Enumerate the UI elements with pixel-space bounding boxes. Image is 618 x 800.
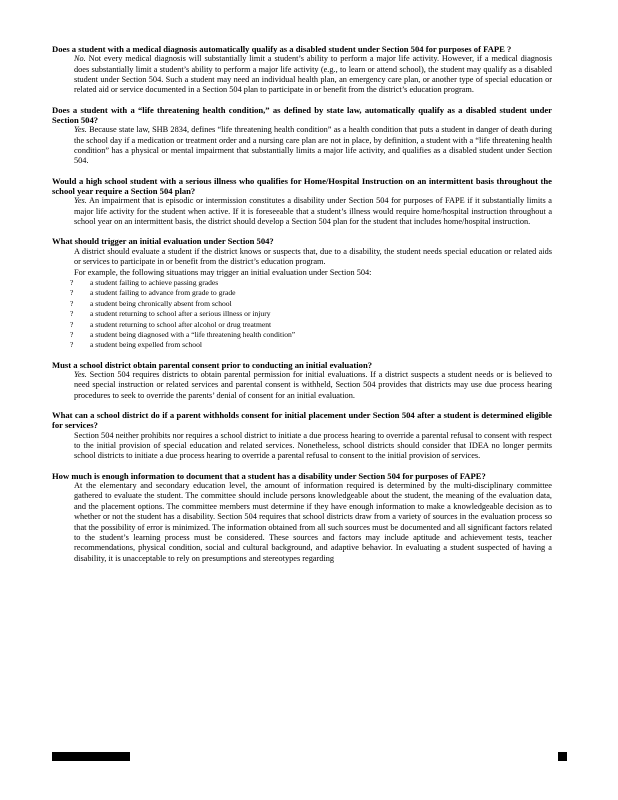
list-item: ? a student being expelled from school xyxy=(70,340,202,350)
question-heading: Does a student with a medical diagnosis automatically qualify as a disabled student under Section 504 for purposes of FAPE ? xyxy=(52,44,512,54)
qa-section xyxy=(52,236,552,350)
answer-text: A district should evaluate a student if the district knows or suspects that, due to a disability, the student needs special education or related aids or services to participate in or benefit from the district’s education program. xyxy=(74,246,552,267)
answer-paragraph xyxy=(52,268,552,278)
bullet-marker: ? xyxy=(70,319,74,329)
answer-text: Because state law, SHB 2834, defines “life threatening health condition” as a health condition that puts a student in danger of death during the school day if a medication or treatment order and a nursing care plan are not in place, by definition, a student with a “life threatening health condition” has a physical or mental impairment that substantially limits a major life activity, and qualifies as a disabled student under Section 504. xyxy=(74,125,552,166)
question-heading: Would a high school student with a serious illness who qualifies for Home/Hospital Instruction on an intermittent basis throughout the school year require a Section 504 plan? xyxy=(52,175,552,197)
qa-section xyxy=(52,176,552,228)
answer-paragraph xyxy=(52,481,552,564)
qa-section xyxy=(52,105,552,167)
list-item: ? a student being diagnosed with a “life threatening health condition” xyxy=(70,329,296,339)
answer-text: Not every medical diagnosis will substantially limit a student’s ability to perform a major life activity. However, if a medical diagnosis does substantially limit a student’s ability to perform a major life activity (e.g., to learn or attend school), the student may qualify as a disabled student under Section 504. Such a student may need an individual health plan, an emergency care plan, or another type of special education or related aid or service documented in a Section 504 plan to participate in or benefit from the district’s education program. xyxy=(74,54,552,95)
question-heading: How much is enough information to document that a student has a disability under Section 504 for purposes of FAPE? xyxy=(52,470,486,481)
question-heading: What should trigger an initial evaluation under Section 504? xyxy=(52,236,274,247)
bullet-marker: ? xyxy=(70,309,74,319)
answer-paragraph xyxy=(52,125,552,167)
answer-paragraph xyxy=(52,196,552,227)
answer-text: At the elementary and secondary education level, the amount of information required is determined by the multi-disciplinary committee gathered to evaluate the student. The committee should include persons knowledgeable about the student, the meaning of the evaluation data, and the placement options. The committee members must determine if they have enough information to make a knowledgeable decision as to whether or not the student has a disability. Section 504 requires that school districts draw from a variety of sources in the evaluation process so that the possibility of error is minimized. The information obtained from all such sources must be documented and all significant factors related to the student’s learning process must be considered. These sources and factors may include aptitude and achievement tests, teacher recommendations, physical condition, social and cultural background, and adaptive behavior. In evaluating a student suspected of having a disability, it is unacceptable to rely on presumptions and stereotypes regarding xyxy=(74,481,552,563)
answer-paragraph xyxy=(52,247,552,268)
answer-lead: Yes. xyxy=(74,125,87,135)
answer-text: For example, the following situations may trigger an initial evaluation under Section 504: xyxy=(74,267,372,277)
list-item: ? a student failing to achieve passing grades xyxy=(70,277,219,287)
answer-lead: No. xyxy=(74,54,86,64)
answer-text: Section 504 requires districts to obtain parental permission for initial evaluations. If a district suspects a student needs or is believed to need special instruction or related services and parental consent is withheld, Section 504 provides that districts may use due process hearing procedures to seek to override the parents’ denial of consent for an initial evaluation. xyxy=(74,369,552,400)
answer-text: An impairment that is episodic or intermission constitutes a disability under Section 504 for purposes of FAPE if it substantially limits a major life activity for the student when active. If it is foreseeable that a student’s illness would require home/hospital instruction throughout a school year on an intermittent basis, the district should develop a Section 504 plan for the student that includes home/hospital instruction. xyxy=(74,196,552,227)
bullet-list xyxy=(52,278,552,351)
question-heading: Must a school district obtain parental consent prior to conducting an initial evaluation? xyxy=(52,359,373,370)
footer-square xyxy=(558,752,567,761)
qa-section xyxy=(52,44,552,96)
list-item: ? a student failing to advance from grade to grade xyxy=(70,288,236,298)
answer-lead: Yes. xyxy=(74,196,87,206)
qa-section xyxy=(52,410,552,462)
qa-section xyxy=(52,471,552,564)
answer-text: Section 504 neither prohibits nor requires a school district to initiate a due process hearing to override a parental refusal to consent with respect to the initial provision of special education and related services. Nonetheless, school districts should consider that IDEA no longer permits school districts to initiate a due process hearing to override a parental refusal to consent to the initial provision of services. xyxy=(74,430,552,461)
answer-lead: Yes. xyxy=(74,369,87,379)
list-item: ? a student being chronically absent from school xyxy=(70,298,232,308)
list-item: ? a student returning to school after alcohol or drug treatment xyxy=(70,319,272,329)
answer-paragraph xyxy=(52,370,552,401)
bullet-marker: ? xyxy=(70,288,74,298)
list-item: ? a student returning to school after a serious illness or injury xyxy=(70,309,271,319)
question-heading: What can a school district do if a parent withholds consent for initial placement under Section 504 after a student is determined eligible for services? xyxy=(52,410,552,431)
qa-section xyxy=(52,360,552,401)
answer-paragraph xyxy=(52,431,552,462)
bullet-marker: ? xyxy=(70,329,74,339)
answer-paragraph xyxy=(52,54,552,96)
bullet-marker: ? xyxy=(70,340,74,350)
document-page xyxy=(52,44,552,573)
question-heading: Does a student with a “life threatening health condition,” as defined by state law, automatically qualify as a disabled student under Section 504? xyxy=(52,104,552,126)
footer-bar xyxy=(52,752,130,761)
bullet-marker: ? xyxy=(70,298,74,308)
bullet-marker: ? xyxy=(70,277,74,287)
